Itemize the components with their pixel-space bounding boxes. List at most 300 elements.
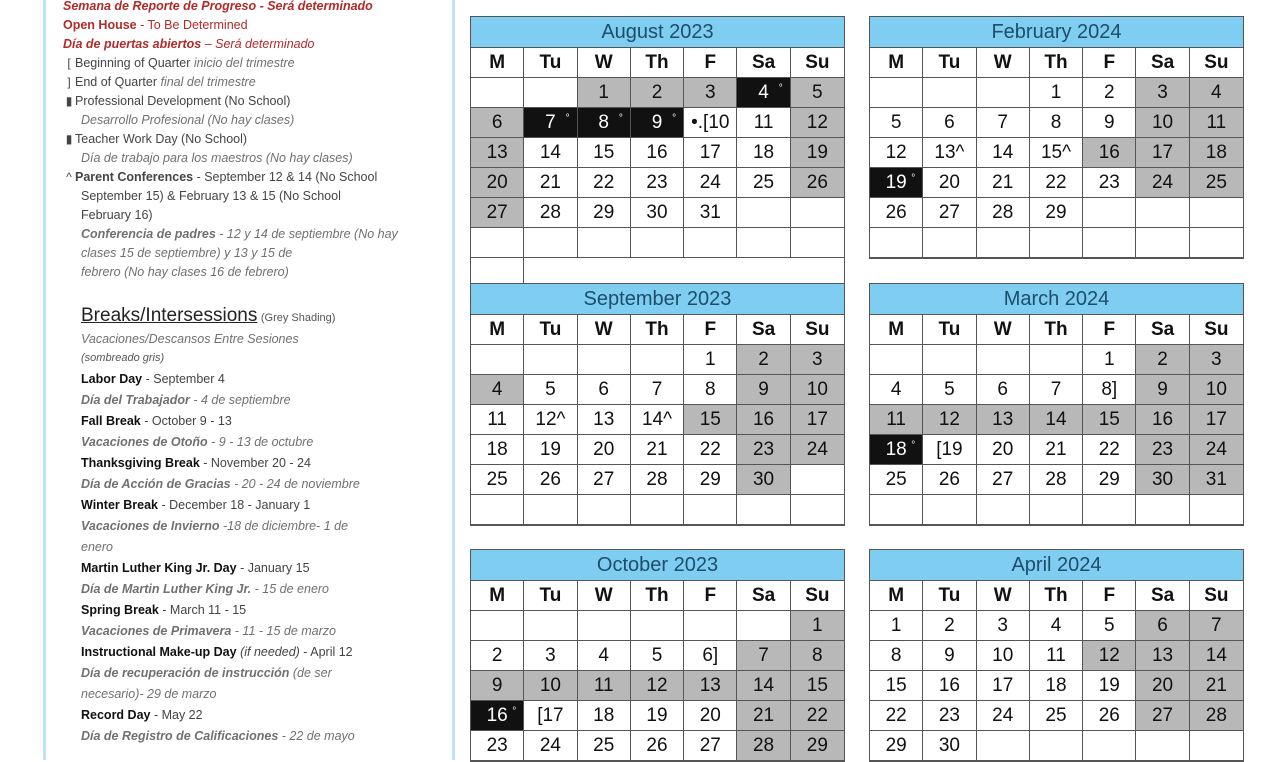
day-number: 16 bbox=[1151, 409, 1174, 430]
day-number: 26 bbox=[938, 469, 960, 490]
day-number: 22 bbox=[1098, 439, 1120, 460]
day-cell bbox=[1190, 671, 1243, 701]
day-number: 23 bbox=[938, 705, 960, 726]
day-cell bbox=[1083, 345, 1136, 375]
day-cell bbox=[923, 138, 976, 168]
day-number: 20 bbox=[593, 439, 615, 460]
day-cell bbox=[791, 108, 844, 138]
day-cell bbox=[791, 228, 844, 258]
day-cell bbox=[1190, 465, 1243, 495]
day-cell bbox=[684, 435, 737, 465]
day-number: 11 bbox=[1046, 645, 1066, 666]
day-cell bbox=[977, 611, 1030, 641]
weekday-header: Tu bbox=[923, 315, 976, 345]
day-number: 2 bbox=[491, 645, 503, 666]
day-cell bbox=[684, 138, 737, 168]
day-number: 19 bbox=[539, 439, 561, 460]
day-cell bbox=[1030, 108, 1083, 138]
day-number: 6 bbox=[598, 379, 609, 400]
month-title: March 2024 bbox=[870, 284, 1243, 315]
day-cell bbox=[870, 611, 923, 641]
day-number: 12 bbox=[1098, 645, 1120, 666]
day-cell bbox=[737, 701, 790, 731]
weekday-header: Tu bbox=[923, 48, 976, 78]
day-cell bbox=[791, 405, 844, 435]
day-cell bbox=[870, 375, 923, 405]
day-number: 18 bbox=[885, 439, 907, 460]
break-item: Record Day - May 22 bbox=[81, 708, 203, 722]
day-cell bbox=[471, 435, 524, 465]
weekday-header: W bbox=[578, 48, 631, 78]
day-number: 24 bbox=[699, 172, 721, 193]
day-number: 3 bbox=[812, 349, 823, 370]
day-cell bbox=[1083, 495, 1136, 525]
weekday-header: F bbox=[1083, 315, 1136, 345]
break-item-es: Vacaciones de Invierno -18 de diciembre- 1 de bbox=[81, 519, 349, 533]
day-cell bbox=[737, 641, 790, 671]
day-number: 1 bbox=[704, 349, 716, 370]
day-cell bbox=[471, 465, 524, 495]
day-cell bbox=[977, 701, 1030, 731]
day-cell bbox=[631, 671, 684, 701]
day-number: 30 bbox=[646, 202, 668, 223]
day-cell bbox=[1190, 78, 1243, 108]
day-cell bbox=[1083, 731, 1136, 761]
day-cell bbox=[684, 701, 737, 731]
day-number: 19 bbox=[885, 172, 907, 193]
day-number: 29 bbox=[1045, 202, 1067, 223]
day-cell bbox=[791, 168, 844, 198]
day-cell bbox=[1136, 671, 1189, 701]
day-cell bbox=[737, 345, 790, 375]
day-cell bbox=[1190, 641, 1243, 671]
day-number: 18 bbox=[486, 439, 508, 460]
day-cell bbox=[471, 198, 524, 228]
day-cell bbox=[791, 671, 844, 701]
day-cell bbox=[1030, 465, 1083, 495]
weekday-header: F bbox=[1083, 581, 1136, 611]
pc-es-line-2: clases 15 de septiembre) y 13 y 15 de bbox=[81, 246, 293, 260]
day-number: 17 bbox=[992, 675, 1014, 696]
day-cell bbox=[578, 375, 631, 405]
day-cell bbox=[524, 198, 577, 228]
day-number: 23 bbox=[752, 439, 775, 460]
day-number: 9 bbox=[1157, 379, 1168, 400]
day-cell bbox=[524, 375, 577, 405]
day-cell bbox=[1136, 168, 1189, 198]
day-cell bbox=[1136, 405, 1189, 435]
day-cell bbox=[923, 495, 976, 525]
day-number: 16 bbox=[752, 409, 775, 430]
day-grid bbox=[870, 315, 1243, 525]
day-cell bbox=[471, 731, 524, 761]
day-cell bbox=[923, 78, 976, 108]
day-cell bbox=[1030, 405, 1083, 435]
day-number: 10 bbox=[806, 379, 828, 400]
day-cell bbox=[471, 671, 524, 701]
day-number: 12 bbox=[885, 142, 907, 163]
day-cell bbox=[471, 701, 524, 731]
day-cell bbox=[870, 198, 923, 228]
day-cell bbox=[791, 701, 844, 731]
day-cell bbox=[1083, 701, 1136, 731]
weekday-header: Th bbox=[631, 48, 684, 78]
day-cell bbox=[471, 138, 524, 168]
weekday-header: W bbox=[977, 48, 1030, 78]
day-cell bbox=[791, 465, 844, 495]
day-cell bbox=[1136, 78, 1189, 108]
day-grid bbox=[471, 315, 844, 525]
day-number: 20 bbox=[699, 705, 721, 726]
day-cell bbox=[578, 435, 631, 465]
weekday-header: W bbox=[578, 581, 631, 611]
weekday-header: Sa bbox=[1136, 48, 1189, 78]
day-cell bbox=[1030, 611, 1083, 641]
day-number: 23 bbox=[1098, 172, 1120, 193]
day-cell bbox=[977, 108, 1030, 138]
break-item: Instructional Make-up Day (if needed) - April 12 bbox=[81, 645, 353, 659]
weekday-header: M bbox=[471, 48, 524, 78]
day-number: 14 bbox=[1205, 645, 1227, 666]
day-cell bbox=[578, 641, 631, 671]
day-cell bbox=[1190, 435, 1243, 465]
pd-marker-icon: ° bbox=[512, 706, 517, 717]
day-grid bbox=[870, 48, 1243, 258]
day-number: 6 bbox=[944, 112, 955, 133]
day-number: 16 bbox=[646, 142, 668, 163]
pd-marker-icon: ° bbox=[911, 173, 916, 184]
day-cell bbox=[923, 435, 976, 465]
day-number: 29 bbox=[806, 735, 828, 756]
day-number: 13 bbox=[699, 675, 721, 696]
day-cell bbox=[1030, 495, 1083, 525]
day-cell bbox=[631, 228, 684, 258]
day-number: 17 bbox=[699, 142, 721, 163]
day-number: 25 bbox=[593, 735, 615, 756]
day-cell bbox=[1083, 138, 1136, 168]
break-item-es-cont: necesario)- 29 de marzo bbox=[81, 687, 217, 701]
day-cell bbox=[923, 375, 976, 405]
day-cell bbox=[870, 228, 923, 258]
day-number: 11 bbox=[593, 675, 614, 696]
weekday-header: Su bbox=[791, 581, 844, 611]
day-number: 5 bbox=[812, 82, 823, 103]
day-number: 25 bbox=[752, 172, 775, 193]
weekday-header: Tu bbox=[524, 581, 577, 611]
quarter-end-line: ] End of Quarter final del trimestre bbox=[63, 74, 256, 91]
day-number: 7 bbox=[758, 645, 769, 666]
day-cell bbox=[977, 641, 1030, 671]
day-number: 18 bbox=[1205, 142, 1227, 163]
day-number: 27 bbox=[938, 202, 960, 223]
pd-line: ▮ Professional Development (No School) bbox=[63, 93, 290, 110]
day-cell bbox=[1190, 611, 1243, 641]
day-number: 30 bbox=[1151, 469, 1174, 490]
day-number: 22 bbox=[593, 172, 615, 193]
day-cell bbox=[977, 345, 1030, 375]
day-number: 23 bbox=[486, 735, 508, 756]
day-number: 6 bbox=[491, 112, 503, 133]
weekday-header: Su bbox=[1190, 581, 1243, 611]
day-number: 8 bbox=[598, 112, 609, 133]
day-number: 25 bbox=[885, 469, 907, 490]
day-cell bbox=[923, 228, 976, 258]
day-number: 24 bbox=[806, 439, 828, 460]
month-calendar bbox=[470, 16, 845, 289]
day-cell bbox=[1136, 375, 1189, 405]
day-cell bbox=[870, 108, 923, 138]
weekday-header: Su bbox=[1190, 315, 1243, 345]
day-cell bbox=[1030, 168, 1083, 198]
day-cell bbox=[524, 78, 577, 108]
day-cell bbox=[1083, 405, 1136, 435]
day-number: 5 bbox=[890, 112, 902, 133]
day-cell bbox=[524, 168, 577, 198]
day-number: 3 bbox=[1157, 82, 1168, 103]
day-cell bbox=[1083, 375, 1136, 405]
day-number: 8 bbox=[890, 645, 902, 666]
day-cell bbox=[1083, 465, 1136, 495]
left-border bbox=[43, 0, 46, 760]
day-grid bbox=[471, 581, 844, 761]
day-cell bbox=[524, 701, 577, 731]
month-title: September 2023 bbox=[471, 284, 844, 315]
weekday-header: Sa bbox=[737, 48, 790, 78]
day-number: 29 bbox=[1098, 469, 1120, 490]
day-number: 21 bbox=[646, 439, 668, 460]
day-cell bbox=[1030, 671, 1083, 701]
day-cell bbox=[1190, 405, 1243, 435]
day-number: 19 bbox=[646, 705, 668, 726]
black-square-icon: ▮ bbox=[65, 94, 73, 108]
day-number: 6 bbox=[1157, 615, 1168, 636]
weekday-header: Sa bbox=[737, 315, 790, 345]
day-number: 20 bbox=[992, 439, 1014, 460]
weekday-header: M bbox=[471, 315, 524, 345]
day-cell bbox=[977, 731, 1030, 761]
day-cell bbox=[578, 108, 631, 138]
day-cell bbox=[524, 671, 577, 701]
pd-marker-icon: ° bbox=[565, 113, 570, 124]
day-cell bbox=[631, 198, 684, 228]
day-cell bbox=[578, 405, 631, 435]
day-cell bbox=[1136, 465, 1189, 495]
day-cell bbox=[737, 198, 790, 228]
day-cell bbox=[923, 611, 976, 641]
day-cell bbox=[977, 78, 1030, 108]
day-cell bbox=[737, 731, 790, 761]
day-number: 18 bbox=[1045, 675, 1067, 696]
day-cell bbox=[631, 108, 684, 138]
day-number: 16 bbox=[486, 705, 508, 726]
day-cell bbox=[870, 78, 923, 108]
day-cell bbox=[870, 465, 923, 495]
bracket-open-icon: [ bbox=[67, 56, 71, 70]
day-cell bbox=[684, 465, 737, 495]
day-cell bbox=[737, 228, 790, 258]
day-cell bbox=[923, 731, 976, 761]
day-cell bbox=[1083, 108, 1136, 138]
month-calendar bbox=[869, 283, 1244, 526]
day-cell bbox=[684, 405, 737, 435]
day-number: 14 bbox=[992, 142, 1014, 163]
day-cell bbox=[791, 375, 844, 405]
day-cell bbox=[870, 671, 923, 701]
breaks-heading: Breaks/Intersessions (Grey Shading) bbox=[81, 305, 336, 326]
day-cell bbox=[578, 495, 631, 525]
day-cell bbox=[1136, 701, 1189, 731]
day-number: 28 bbox=[1045, 469, 1067, 490]
weekday-header: Th bbox=[1030, 581, 1083, 611]
day-number: 12 bbox=[938, 409, 960, 430]
day-cell bbox=[631, 465, 684, 495]
month-calendar bbox=[470, 549, 845, 762]
day-number: 5 bbox=[651, 645, 663, 666]
day-number: 14 bbox=[1045, 409, 1067, 430]
day-cell bbox=[1030, 138, 1083, 168]
day-cell bbox=[631, 168, 684, 198]
day-cell bbox=[684, 78, 737, 108]
day-number: 14^ bbox=[641, 409, 673, 430]
day-cell bbox=[578, 138, 631, 168]
day-number: 18 bbox=[752, 142, 775, 163]
day-number: 12^ bbox=[535, 409, 566, 430]
day-cell bbox=[791, 435, 844, 465]
day-cell bbox=[1030, 198, 1083, 228]
day-number: 21 bbox=[992, 172, 1014, 193]
day-cell bbox=[1083, 671, 1136, 701]
day-cell bbox=[524, 435, 577, 465]
day-number: 14 bbox=[752, 675, 775, 696]
day-cell bbox=[471, 228, 524, 258]
day-number: 27 bbox=[992, 469, 1014, 490]
day-number: 13 bbox=[992, 409, 1014, 430]
day-number: 23 bbox=[1151, 439, 1174, 460]
day-cell bbox=[737, 138, 790, 168]
twd-line: ▮ Teacher Work Day (No School) bbox=[63, 131, 247, 148]
day-cell bbox=[471, 611, 524, 641]
caret-icon: ^ bbox=[66, 170, 72, 184]
day-cell bbox=[791, 345, 844, 375]
month-title: October 2023 bbox=[471, 550, 844, 581]
weekday-header: Tu bbox=[524, 315, 577, 345]
day-cell bbox=[684, 731, 737, 761]
day-cell bbox=[684, 495, 737, 525]
day-number: 29 bbox=[699, 469, 721, 490]
day-cell bbox=[870, 701, 923, 731]
day-cell bbox=[684, 198, 737, 228]
day-number: 10 bbox=[1205, 379, 1227, 400]
day-number: 31 bbox=[1205, 469, 1227, 490]
day-cell bbox=[471, 108, 524, 138]
day-grid bbox=[870, 581, 1243, 761]
day-cell bbox=[1083, 78, 1136, 108]
day-cell bbox=[977, 435, 1030, 465]
day-cell bbox=[1190, 701, 1243, 731]
day-number: 4 bbox=[1211, 82, 1222, 103]
day-cell bbox=[578, 345, 631, 375]
day-number: 29 bbox=[593, 202, 615, 223]
month-calendar bbox=[869, 16, 1244, 259]
day-cell bbox=[791, 198, 844, 228]
day-number: •.[10 bbox=[691, 112, 730, 133]
day-number: 11 bbox=[753, 112, 774, 133]
day-cell bbox=[870, 345, 923, 375]
day-number: 22 bbox=[699, 439, 721, 460]
day-number: 20 bbox=[1151, 675, 1174, 696]
day-number: 4 bbox=[598, 645, 609, 666]
weekday-header: W bbox=[977, 581, 1030, 611]
day-cell bbox=[578, 465, 631, 495]
weekday-header: F bbox=[684, 315, 737, 345]
day-number: 5 bbox=[1103, 615, 1115, 636]
weekday-header: Sa bbox=[1136, 315, 1189, 345]
day-cell bbox=[524, 405, 577, 435]
day-cell bbox=[1190, 495, 1243, 525]
weekday-header: M bbox=[870, 48, 923, 78]
weekday-header: M bbox=[870, 315, 923, 345]
day-cell bbox=[791, 78, 844, 108]
month-title: February 2024 bbox=[870, 17, 1243, 48]
day-number: 7 bbox=[997, 112, 1008, 133]
day-number: 3 bbox=[545, 645, 556, 666]
day-cell bbox=[1136, 228, 1189, 258]
weekday-header: Su bbox=[791, 48, 844, 78]
day-number: 19 bbox=[1098, 675, 1120, 696]
day-cell bbox=[923, 701, 976, 731]
day-number: 11 bbox=[1206, 112, 1227, 133]
weekday-header: F bbox=[684, 581, 737, 611]
day-cell bbox=[1190, 168, 1243, 198]
weekday-header: Th bbox=[631, 315, 684, 345]
day-number: 10 bbox=[992, 645, 1014, 666]
day-number: 11 bbox=[886, 409, 906, 430]
day-number: 28 bbox=[1205, 705, 1227, 726]
day-number: 16 bbox=[938, 675, 960, 696]
day-cell bbox=[870, 168, 923, 198]
day-number: 4 bbox=[491, 379, 503, 400]
weekday-header: Su bbox=[791, 315, 844, 345]
day-number: 26 bbox=[806, 172, 828, 193]
day-cell bbox=[1083, 228, 1136, 258]
day-number: 7 bbox=[1050, 379, 1062, 400]
day-cell bbox=[524, 641, 577, 671]
day-number: 11 bbox=[487, 409, 507, 430]
day-number: 8 bbox=[812, 645, 823, 666]
day-cell bbox=[791, 611, 844, 641]
pd-marker-icon: ° bbox=[911, 440, 916, 451]
open-house-line: Open House - To Be Determined bbox=[63, 18, 248, 32]
day-number: 13^ bbox=[934, 142, 965, 163]
breaks-es: Vacaciones/Descansos Entre Sesiones bbox=[81, 332, 299, 346]
day-number: 24 bbox=[1151, 172, 1174, 193]
day-cell bbox=[1030, 345, 1083, 375]
day-cell bbox=[1136, 108, 1189, 138]
day-cell bbox=[631, 495, 684, 525]
day-cell bbox=[524, 345, 577, 375]
weekday-header: F bbox=[1083, 48, 1136, 78]
day-cell bbox=[524, 108, 577, 138]
day-cell bbox=[471, 78, 524, 108]
day-number: 20 bbox=[486, 172, 508, 193]
day-cell bbox=[1083, 198, 1136, 228]
month-title: August 2023 bbox=[471, 17, 844, 48]
day-number: 2 bbox=[944, 615, 955, 636]
day-number: 21 bbox=[752, 705, 775, 726]
day-cell bbox=[1136, 495, 1189, 525]
pc-line-3: February 16) bbox=[81, 208, 153, 222]
day-number: 17 bbox=[1151, 142, 1174, 163]
